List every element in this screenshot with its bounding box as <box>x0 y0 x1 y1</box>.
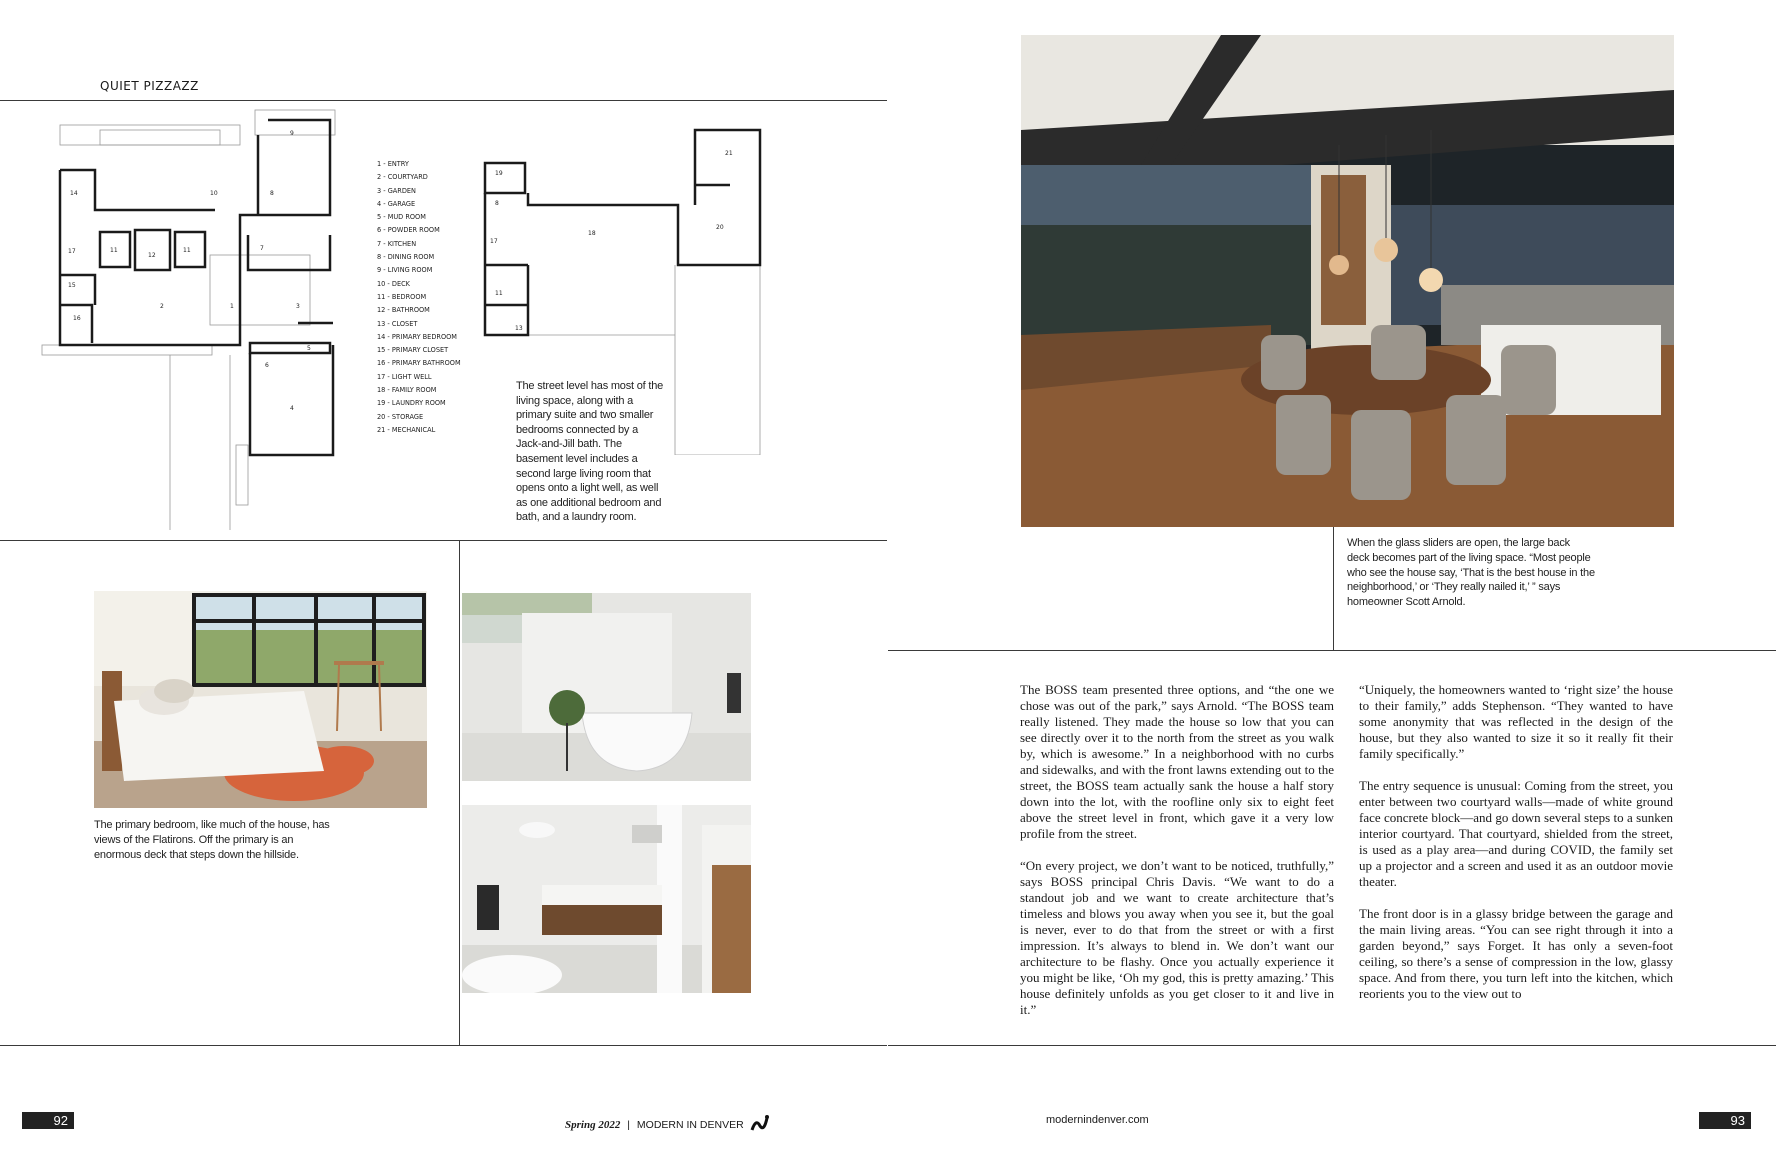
legend-item: 2 - COURTYARD <box>377 172 428 182</box>
floor-plan-legend <box>377 157 461 436</box>
svg-text:10: 10 <box>210 190 218 197</box>
legend-item: 12 - BATHROOM <box>377 305 430 315</box>
legend-item: 8 - DINING ROOM <box>377 252 435 262</box>
legend-item: 21 - MECHANICAL <box>377 424 436 434</box>
magazine-logo-icon <box>750 1114 770 1132</box>
floor-plan-street-level <box>40 105 345 535</box>
bedroom-caption: The primary bedroom, like much of the house, has views of the Flatirons. Off the primary is an enormous deck that steps down the hillside. <box>94 819 330 861</box>
legend-item: 9 - LIVING ROOM <box>377 265 433 275</box>
svg-text:11: 11 <box>495 290 503 297</box>
legend-item: 14 - PRIMARY BEDROOM <box>377 331 457 341</box>
footer-season: Spring 2022 <box>565 1119 621 1131</box>
svg-text:6: 6 <box>265 362 269 369</box>
legend-item: 17 - LIGHT WELL <box>377 371 432 381</box>
legend-item: 11 - BEDROOM <box>377 291 427 301</box>
svg-text:20: 20 <box>716 224 724 231</box>
legend-item: 10 - DECK <box>377 278 410 288</box>
dining-room-photo <box>1021 35 1674 527</box>
svg-text:13: 13 <box>515 325 523 332</box>
plan-section-rule <box>0 540 887 541</box>
svg-text:2: 2 <box>160 303 164 310</box>
svg-text:12: 12 <box>148 252 156 259</box>
legend-item: 18 - FAMILY ROOM <box>377 385 437 395</box>
svg-text:15: 15 <box>68 282 76 289</box>
article-column-2 <box>1359 682 1673 1018</box>
legend-item: 5 - MUD ROOM <box>377 212 426 222</box>
article-paragraph: The BOSS team presented three options, and “the one we chose was out of the park,” says Arnold. “The BOSS team really listened. They made the house so low that you can see directly over it to the north from the street as you walk by, which is awesome.” In a neighborhood with no curbs and sidewalks, and with the front lawns extending out to the street, the BOSS team actually sank the house a half story down into the lot, with the roofline only six to eight feet above the street level in front, which gave it a very low profile from the street. <box>1020 682 1334 841</box>
section-title: QUIET PIZZAZZ <box>100 79 199 93</box>
article-paragraph: The front door is in a glassy bridge between the garage and the main living areas. “You can see right through it into a garden beyond,” says Forget. It has only a seven-foot ceiling, so there’s a sense of compression in the low, glassy space. And from there, you turn left into the kitchen, which reorients you to the view out to <box>1359 906 1673 1001</box>
dining-photo-caption: When the glass sliders are open, the large back deck becomes part of the living space. “Most people who see the house say, ‘That is the best house in the neighborhood,’ or ‘They really nailed it,’ ” says homeowner Scott Arnold. <box>1347 537 1595 609</box>
footer-url: modernindenver.com <box>1046 1114 1149 1126</box>
legend-item: 6 - POWDER ROOM <box>377 225 440 235</box>
svg-text:9: 9 <box>290 130 294 137</box>
svg-text:17: 17 <box>68 248 76 255</box>
right-mid-rule <box>888 650 1776 651</box>
svg-text:18: 18 <box>588 230 596 237</box>
svg-text:16: 16 <box>73 315 81 322</box>
svg-text:14: 14 <box>70 190 78 197</box>
floor-plan-caption: The street level has most of the living space, along with a primary suite and two smaller bedrooms connected by a Jack-and-Jill bath. The basement level includes a second large living room that opens onto a light well, as well as one additional bedroom and bath, and a laundry room. <box>516 380 664 524</box>
legend-item: 16 - PRIMARY BATHROOM <box>377 358 461 368</box>
caption-divider <box>1333 527 1334 650</box>
bedroom-photo <box>94 591 427 808</box>
legend-item: 19 - LAUNDRY ROOM <box>377 398 446 408</box>
page-number-left: 92 <box>22 1112 74 1129</box>
svg-text:8: 8 <box>270 190 274 197</box>
svg-text:8: 8 <box>495 200 499 207</box>
bathroom-vanity-photo <box>462 805 751 993</box>
article-paragraph: “On every project, we don’t want to be noticed, truthfully,” says BOSS principal Chris Davis. “We want to do a standout job and we want to create architecture that’s timeless and blows you away when you see it, but the goal is never, ever to do that from the street or with a first impression. It’s always to blend in. We don’t want our architecture to be flashy. Once you actually experience it you might be like, ‘Oh my god, this is pretty amazing.’ This house definitely unfolds as you get closer to it and live in it.” <box>1020 858 1334 1017</box>
right-footer-rule <box>888 1045 1776 1046</box>
legend-item: 3 - GARDEN <box>377 185 416 195</box>
legend-item: 4 - GARAGE <box>377 198 416 208</box>
legend-item: 7 - KITCHEN <box>377 238 417 248</box>
svg-text:3: 3 <box>296 303 300 310</box>
left-footer-rule <box>0 1045 887 1046</box>
svg-text:7: 7 <box>260 245 264 252</box>
svg-text:1: 1 <box>230 303 234 310</box>
legend-item: 1 - ENTRY <box>377 159 409 168</box>
article-paragraph: “Uniquely, the homeowners wanted to ‘right size’ the house to their family,” adds Stephenson. “They wanted to have some anonymity that was reflected in the design of the house, but they also wanted to size it so it really fit their family specifically.” <box>1359 682 1673 761</box>
left-column-divider <box>459 540 460 1045</box>
article-paragraph: The entry sequence is unusual: Coming from the street, you enter between two courtyard walls—made of white ground face concrete block—and go down several steps to a sunken interior courtyard. That courtyard, shielded from the street, is used as a play area—and during COVID, the family set up a projector and a screen and used it as an outdoor movie theater. <box>1359 778 1673 889</box>
svg-text:4: 4 <box>290 405 294 412</box>
svg-text:11: 11 <box>183 247 191 254</box>
footer-publication <box>565 1114 770 1132</box>
svg-text:19: 19 <box>495 170 503 177</box>
svg-text:21: 21 <box>725 150 733 157</box>
legend-item: 20 - STORAGE <box>377 411 424 421</box>
footer-separator: | <box>627 1119 630 1131</box>
svg-text:11: 11 <box>110 247 118 254</box>
header-rule <box>0 100 887 101</box>
article-column-1 <box>1020 682 1334 1034</box>
legend-item: 13 - CLOSET <box>377 318 418 328</box>
page-number-right: 93 <box>1699 1112 1751 1129</box>
legend-item: 15 - PRIMARY CLOSET <box>377 345 449 355</box>
svg-text:5: 5 <box>307 345 311 352</box>
svg-text:17: 17 <box>490 238 498 245</box>
bathroom-tub-photo <box>462 593 751 781</box>
footer-magazine: MODERN IN DENVER <box>636 1119 744 1131</box>
